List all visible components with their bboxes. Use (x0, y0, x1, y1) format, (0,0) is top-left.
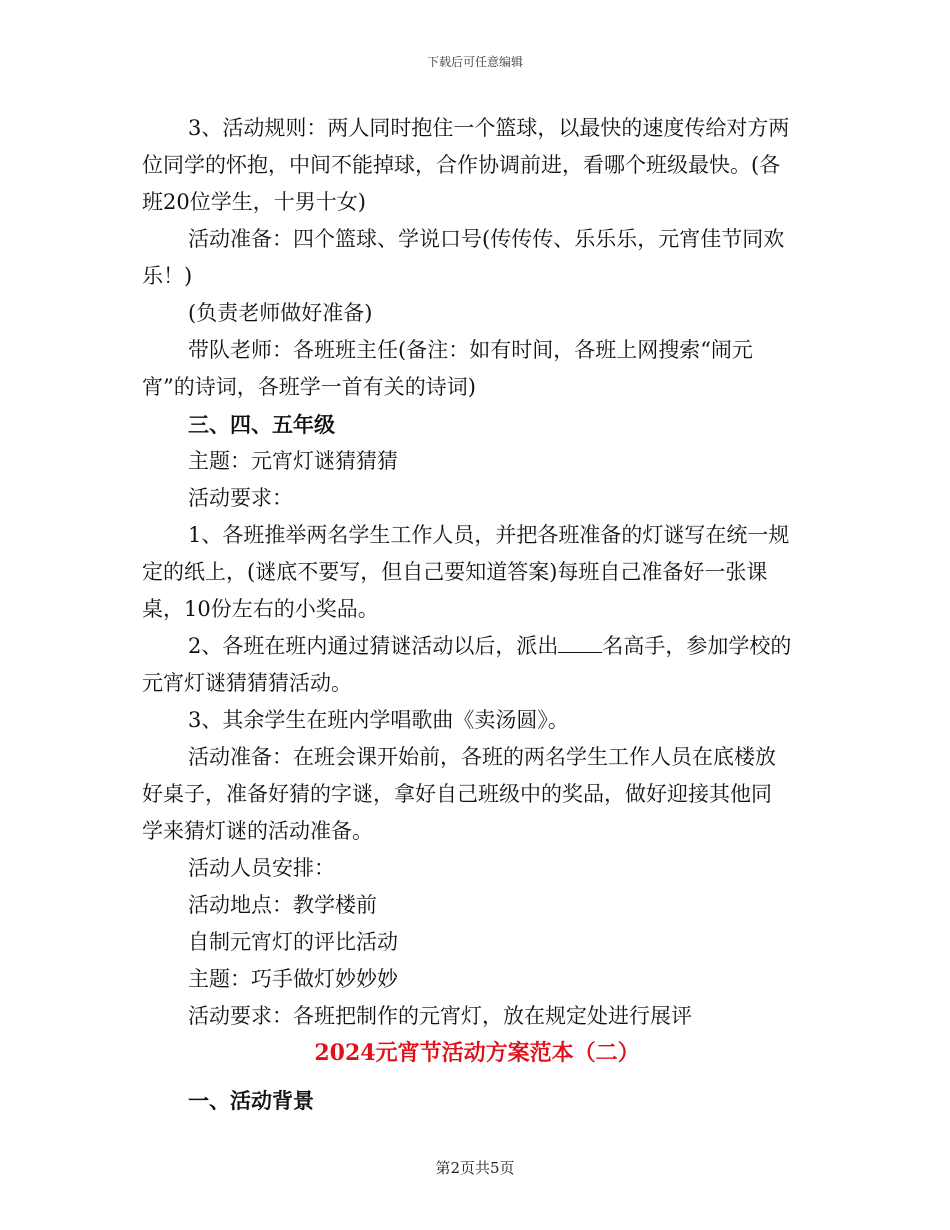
paragraph-line: 活动要求：各班把制作的元宵灯，放在规定处进行展评 (188, 1004, 692, 1028)
paragraph-line: 乐！) (142, 264, 193, 288)
section-heading: 一、活动背景 (188, 1088, 314, 1113)
paragraph-line: 好桌子，准备好猜的字谜，拿好自己班级中的奖品，做好迎接其他同 (142, 782, 772, 806)
paragraph-line: 活动地点：教学楼前 (188, 893, 377, 917)
paragraph-line: 1、各班推举两名学生工作人员，并把各班准备的灯谜写在统一规 (188, 523, 790, 547)
paragraph-line-with-blank (142, 628, 812, 665)
section-title: 2024元宵节活动方案范本（二） (314, 1040, 640, 1066)
blank-line-before: 2、各班在班内通过猜谜活动以后，派出 (188, 634, 559, 658)
paragraph-line: 宵”的诗词，各班学一首有关的诗词) (142, 375, 476, 399)
document-body (142, 110, 812, 1119)
paragraph-line: 活动准备：在班会课开始前，各班的两名学生工作人员在底楼放 (188, 745, 776, 769)
paragraph-line: 3、活动规则：两人同时抱住一个篮球，以最快的速度传给对方两 (188, 116, 790, 140)
paragraph-line: 主题：元宵灯谜猜猜猜 (188, 449, 398, 473)
paragraph-line: 活动人员安排： (188, 856, 335, 880)
paragraph-line: 主题：巧手做灯妙妙妙 (188, 967, 398, 991)
paragraph-line: 定的纸上，(谜底不要写，但自己要知道答案)每班自己准备好一张课 (142, 560, 768, 584)
paragraph-line: (负责老师做好准备) (188, 301, 373, 325)
paragraph-line: 活动要求： (188, 486, 293, 510)
paragraph-line: 学来猜灯谜的活动准备。 (142, 819, 373, 843)
fill-in-blank (558, 630, 602, 653)
blank-line-after: 名高手，参加学校的 (602, 634, 792, 658)
page-footer-number: 第2页共5页 (435, 1159, 515, 1177)
paragraph-line: 带队老师：各班班主任(备注：如有时间，各班上网搜索“闹元 (188, 338, 753, 362)
paragraph-line: 位同学的怀抱，中间不能掉球，合作协调前进，看哪个班级最快。(各 (142, 153, 781, 177)
page-header-note: 下载后可任意编辑 (426, 55, 523, 69)
paragraph-line: 3、其余学生在班内学唱歌曲《卖汤圆》。 (188, 708, 569, 732)
paragraph-line: 桌，10份左右的小奖品。 (142, 597, 379, 621)
paragraph-line: 自制元宵灯的评比活动 (188, 930, 398, 954)
paragraph-line: 元宵灯谜猜猜猜活动。 (142, 671, 352, 695)
paragraph-line: 班20位学生，十男十女) (142, 190, 366, 214)
section-heading: 三、四、五年级 (188, 412, 335, 437)
paragraph-line: 活动准备：四个篮球、学说口号(传传传、乐乐乐，元宵佳节同欢 (188, 227, 785, 251)
